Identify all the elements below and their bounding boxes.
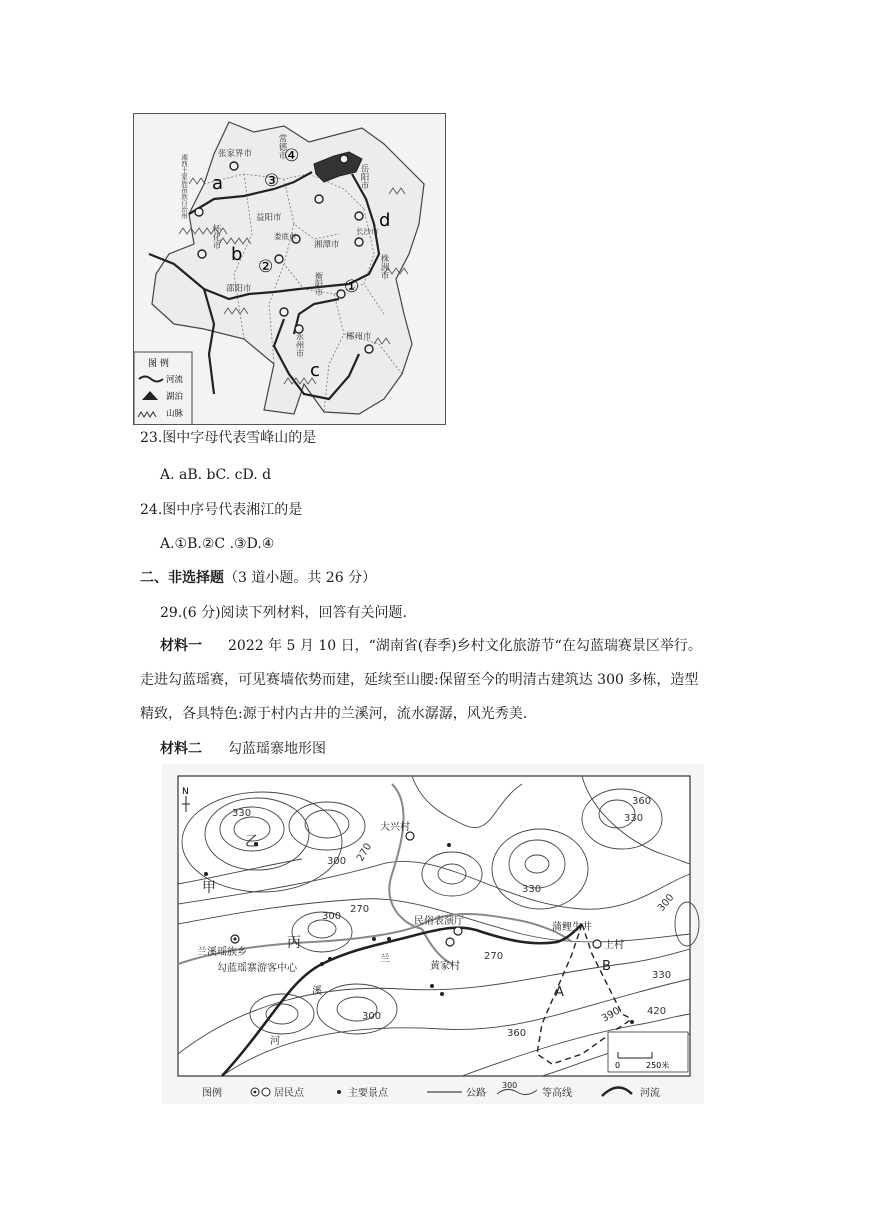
legend-scenic-spot: 主要景点 xyxy=(348,1088,388,1099)
contour-330-e: 330 xyxy=(522,884,542,895)
label-chenzhou: 郴州市 xyxy=(346,332,372,342)
contour-420: 420 xyxy=(647,1006,667,1017)
label-lanxi-township: 兰溪瑶族乡 xyxy=(197,947,247,958)
label-yueyang: 岳阳市 xyxy=(359,164,369,190)
label-huangjia-village: 黄家村 xyxy=(430,961,460,972)
hunan-map xyxy=(133,113,446,425)
label-yi: 乙 xyxy=(245,834,259,850)
scale-zero: 0 xyxy=(615,1061,621,1070)
label-route-a: A xyxy=(555,985,564,1000)
section-2-heading xyxy=(140,568,376,588)
legend-contour: 等高线 xyxy=(542,1088,572,1099)
label-bing: 丙 xyxy=(287,935,301,951)
label-route-b: B xyxy=(602,959,611,974)
map2-legend-title: 图例 xyxy=(202,1088,222,1099)
question-23-options: A. aB. bC. cD. d xyxy=(160,467,272,483)
legend-lake: 湖泊 xyxy=(166,392,184,402)
label-folk-hall: 民俗表演厅 xyxy=(414,916,464,927)
label-loudi: 娄底市 xyxy=(274,232,297,241)
letter-d: d xyxy=(379,210,391,231)
contour-330-nw: 330 xyxy=(232,808,252,819)
contour-300-nw: 300 xyxy=(327,856,347,867)
material-1-label: 材料一 xyxy=(160,638,202,654)
north-arrow-label: N xyxy=(182,787,189,797)
contour-390: 390 xyxy=(600,1005,623,1025)
contour-300-s: 300 xyxy=(362,1011,382,1022)
map2-legend xyxy=(202,1081,660,1099)
river-char-lan: 兰 xyxy=(380,954,390,965)
question-29-intro: 29.(6 分)阅读下列材料，回答有关问题. xyxy=(160,605,407,621)
label-yiyang: 益阳市 xyxy=(256,213,282,223)
legend-river: 河流 xyxy=(640,1088,660,1099)
map1-legend-title: 图 例 xyxy=(148,359,169,369)
material-1-line-1 xyxy=(160,636,702,656)
scale-bar xyxy=(608,1032,688,1072)
legend-contour-sample: 300 xyxy=(502,1081,518,1090)
material-1-line-2: 走进勾蓝瑶赛，可见赛墙依势而建，延续至山腰:保留至今的明清古建筑达 300 多栋，造型 xyxy=(140,672,699,688)
contour-270-w: 270 xyxy=(350,904,370,915)
material-1-text-1: 2022 年 5 月 10 日，“湖南省(春季)乡村文化旅游节“在勾蓝瑞赛景区举行。 xyxy=(228,638,702,654)
label-zhuzhou: 株洲市 xyxy=(379,254,389,280)
legend-mountain: 山脉 xyxy=(166,409,184,419)
legend-river: 河流 xyxy=(166,375,184,385)
contour-300-bing: 300 xyxy=(322,911,342,922)
label-huaihua: 怀化市 xyxy=(211,224,221,250)
number-3: ③ xyxy=(264,171,280,191)
topographic-map xyxy=(162,764,704,1104)
topographic-map-svg xyxy=(162,764,704,1104)
label-well: 蒲鲤生井 xyxy=(552,922,592,933)
section-2-title: 二、非选择题 xyxy=(140,570,224,586)
contour-330-se: 330 xyxy=(652,970,672,981)
question-23: 23.图中字母代表雪峰山的是 xyxy=(140,430,317,446)
label-upper-village: 上村 xyxy=(604,940,624,951)
contour-360-s: 360 xyxy=(507,1028,527,1039)
material-2-caption: 勾蓝瑶寨地形图 xyxy=(228,741,326,757)
material-1-line-3: 精致，各具特色:源于村内古井的兰溪河，流水潺潺，风光秀美. xyxy=(140,706,528,722)
number-2: ② xyxy=(258,257,274,277)
question-24-options: A.①B.②C .③D.④ xyxy=(160,536,275,552)
contour-330-ne: 330 xyxy=(624,813,644,824)
section-2-note: （3 道小题。共 26 分） xyxy=(224,570,377,586)
label-changsha: 长沙市 xyxy=(356,227,379,236)
number-1: ① xyxy=(344,277,360,297)
label-yongzhou: 永州市 xyxy=(294,332,304,358)
label-daxing-village: 大兴村 xyxy=(380,822,410,833)
letter-b: b xyxy=(231,244,243,265)
label-xiangtan: 湘潭市 xyxy=(314,240,340,250)
label-hengyang: 衡阳市 xyxy=(314,272,324,296)
letter-c: c xyxy=(310,360,320,381)
label-zhangjiajie: 张家界市 xyxy=(218,149,253,159)
question-24: 24.图中序号代表湘江的是 xyxy=(140,502,303,518)
label-changde: 常德市 xyxy=(277,134,287,160)
label-xiangxi: 湘西土家族苗族自治州 xyxy=(180,154,188,219)
map1-legend xyxy=(134,352,192,425)
river-char-xi: 溪 xyxy=(312,986,322,997)
material-2-label: 材料二 xyxy=(160,741,202,757)
scale-250m: 250米 xyxy=(646,1061,670,1070)
hunan-map-svg xyxy=(134,114,446,425)
material-2-heading xyxy=(160,739,326,759)
number-4: ④ xyxy=(284,146,300,166)
contour-270-river: 270 xyxy=(484,951,504,962)
letter-a: a xyxy=(212,173,224,194)
contour-270-n: 270 xyxy=(355,841,375,864)
legend-settlement: 居民点 xyxy=(274,1088,304,1099)
contour-300-e: 300 xyxy=(655,892,677,914)
label-shaoyang: 邵阳市 xyxy=(226,284,252,294)
river-char-he: 河 xyxy=(270,1036,280,1047)
label-jia: 甲 xyxy=(202,880,216,896)
label-visitor-center: 勾蓝瑶寨游客中心 xyxy=(217,963,297,974)
contour-360-ne: 360 xyxy=(632,796,652,807)
legend-road: 公路 xyxy=(466,1088,486,1099)
